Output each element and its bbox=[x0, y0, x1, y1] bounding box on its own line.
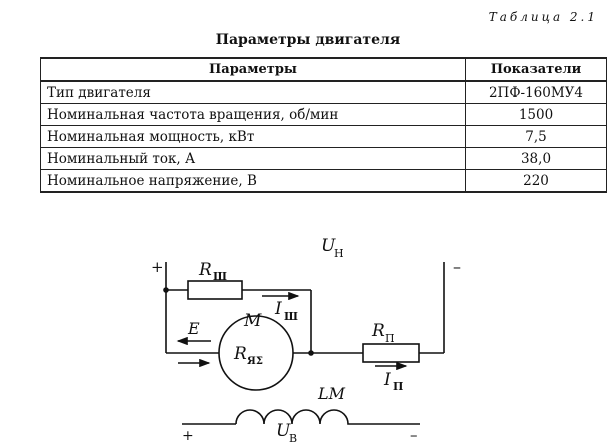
param-cell: Номинальный ток, А bbox=[41, 148, 466, 170]
svg-text:П: П bbox=[393, 380, 404, 393]
minus-bottom-label: – bbox=[410, 426, 418, 444]
plus-bottom-label: + bbox=[182, 428, 194, 444]
svg-text:ЯΣ: ЯΣ bbox=[247, 356, 263, 367]
minus-top-label: – bbox=[453, 257, 461, 276]
svg-text:U: U bbox=[276, 421, 291, 441]
i-series-label bbox=[383, 370, 403, 393]
svg-text:Ш: Ш bbox=[284, 310, 298, 323]
lm-label: LM bbox=[318, 384, 346, 403]
value-cell: 38,0 bbox=[466, 148, 607, 170]
param-cell: Тип двигателя bbox=[41, 81, 466, 104]
svg-text:Н: Н bbox=[334, 247, 344, 260]
svg-text:U: U bbox=[321, 236, 336, 256]
param-cell: Номинальная мощность, кВт bbox=[41, 126, 466, 148]
value-cell: 220 bbox=[466, 170, 607, 193]
series-resistor bbox=[363, 344, 419, 362]
column-header-parameters: Параметры bbox=[41, 58, 466, 81]
junction-dot-top bbox=[163, 287, 169, 293]
plus-top-label: + bbox=[151, 258, 164, 276]
u-field-label bbox=[276, 421, 297, 444]
column-header-values: Показатели bbox=[466, 58, 607, 81]
param-cell: Номинальная частота вращения, об/мин bbox=[41, 104, 466, 126]
emf-label: E bbox=[188, 319, 200, 338]
table-title: Параметры двигателя bbox=[215, 32, 401, 48]
svg-text:Ш: Ш bbox=[213, 270, 227, 283]
motor-m-label: M bbox=[244, 311, 262, 331]
field-winding-coil bbox=[236, 410, 355, 424]
value-cell: 2ПФ-160МУ4 bbox=[466, 81, 607, 104]
svg-text:П: П bbox=[385, 332, 395, 345]
value-cell: 7,5 bbox=[466, 126, 607, 148]
svg-text:I: I bbox=[384, 370, 391, 390]
i-shunt-label bbox=[274, 299, 298, 323]
junction-dot-bottom bbox=[308, 350, 314, 356]
svg-text:R: R bbox=[199, 260, 212, 280]
r-shunt-label bbox=[198, 260, 227, 283]
shunt-resistor bbox=[188, 281, 242, 299]
table-number: Таблица 2.1 bbox=[488, 10, 598, 24]
svg-text:В: В bbox=[289, 432, 298, 444]
r-series-label bbox=[371, 321, 395, 345]
u-nominal-label bbox=[321, 236, 344, 260]
svg-text:I: I bbox=[275, 299, 282, 319]
svg-text:R: R bbox=[234, 344, 247, 364]
value-cell: 1500 bbox=[466, 104, 607, 126]
param-cell: Номинальное напряжение, В bbox=[41, 170, 466, 193]
svg-text:R: R bbox=[372, 321, 385, 341]
